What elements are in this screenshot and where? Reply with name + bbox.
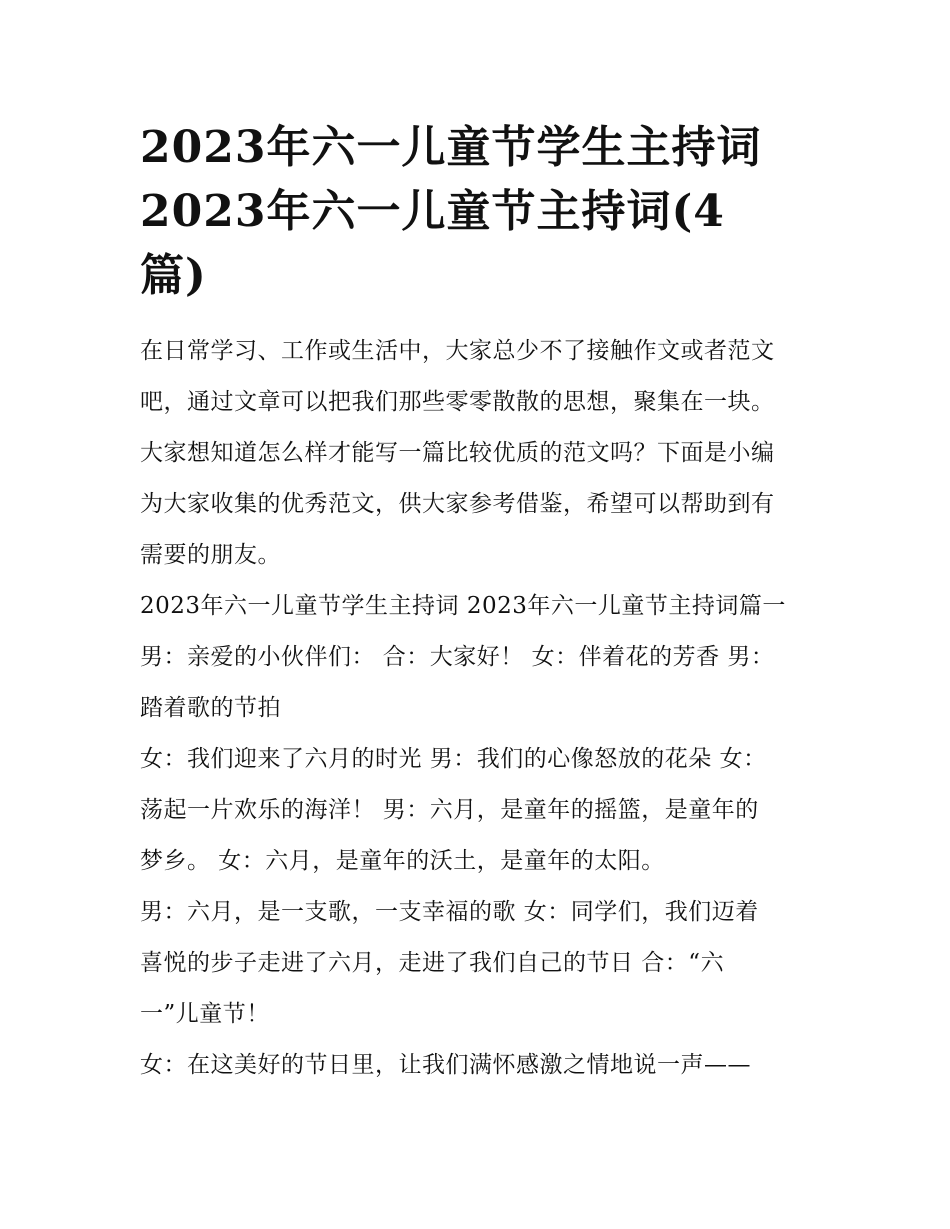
title-line: 2023年六一儿童节学生主持词	[140, 122, 762, 173]
text-line: 踏着歌的节拍	[140, 695, 281, 721]
text-line: 吧，通过文章可以把我们那些零零散散的思想，聚集在一块。	[140, 389, 775, 415]
document-page	[140, 116, 820, 1091]
body-text	[140, 581, 820, 1091]
text-line: 女：在这美好的节日里，让我们满怀感激之情地说一声——	[140, 1052, 751, 1078]
text-line: 大家想知道怎么样才能写一篇比较优质的范文吗？下面是小编	[140, 440, 775, 466]
text-line: 在日常学习、工作或生活中，大家总少不了接触作文或者范文	[140, 338, 775, 364]
text-line: 女：我们迎来了六月的时光 男：我们的心像怒放的花朵 女：	[140, 746, 767, 772]
intro-paragraph	[140, 326, 820, 581]
text-line: 一”儿童节！	[140, 1001, 270, 1027]
text-line: 为大家收集的优秀范文，供大家参考借鉴，希望可以帮助到有	[140, 491, 775, 517]
document-title	[140, 116, 820, 308]
text-line: 喜悦的步子走进了六月，走进了我们自己的节日 合：“六	[140, 950, 725, 976]
title-line: 2023年六一儿童节主持词(4	[140, 186, 725, 237]
text-line: 男：六月，是一支歌，一支幸福的歌 女：同学们，我们迈着	[140, 899, 759, 925]
text-line: 荡起一片欢乐的海洋！ 男：六月，是童年的摇篮，是童年的	[140, 797, 759, 823]
text-line: 男：亲爱的小伙伴们： 合：大家好！ 女：伴着花的芳香 男：	[140, 644, 775, 670]
text-line: 需要的朋友。	[140, 542, 281, 568]
text-line: 2023年六一儿童节学生主持词 2023年六一儿童节主持词篇一	[140, 593, 786, 619]
text-line: 梦乡。 女：六月，是童年的沃土，是童年的太阳。	[140, 848, 665, 874]
title-line: 篇)	[140, 250, 207, 301]
